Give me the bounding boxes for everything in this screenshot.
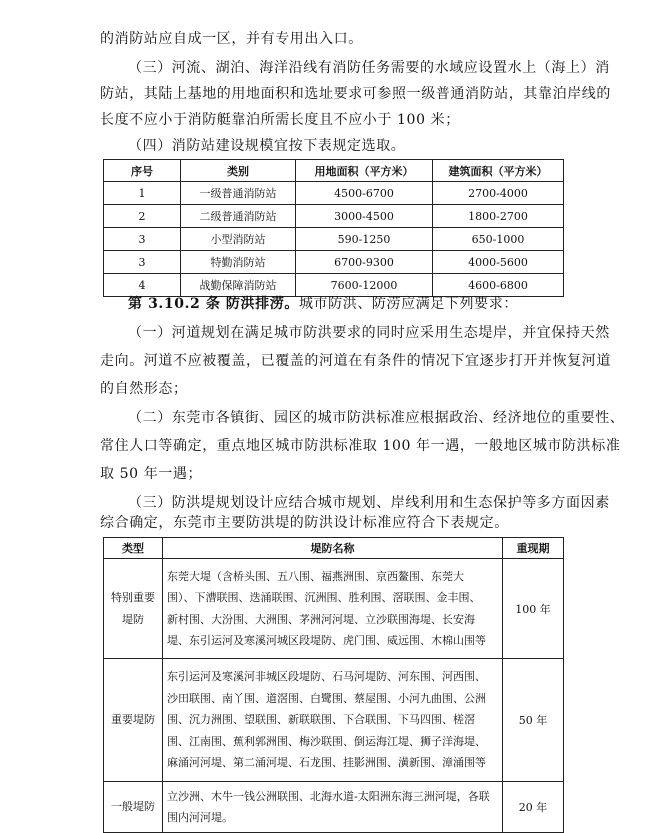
table-cell: 590-1250 — [296, 228, 433, 251]
table-cell: 6700-9300 — [296, 251, 433, 274]
table-row — [104, 559, 564, 659]
levee-names-line: 围、江南围、蕉利郭洲围、梅沙联围、倒运海江堤、狮子洋海堤、 — [167, 734, 486, 748]
table-row — [104, 228, 564, 251]
levee-names-line: 新村围、大汾围、大洲围、茅洲河河堤、立沙联围海堤、长安海 — [167, 612, 475, 626]
table-cell: 1 — [104, 182, 181, 205]
levee-type-cell: 重要堤防 — [104, 659, 163, 782]
column-header: 序号 — [104, 160, 181, 182]
column-header: 重现期 — [503, 538, 564, 559]
article-line — [128, 291, 598, 317]
return-period-cell: 50 年 — [503, 659, 564, 782]
table-cell: 1800-2700 — [433, 205, 564, 228]
table-cell: 特勤消防站 — [181, 251, 296, 274]
levee-names-line: 麻涌河河堤、第二涌河堤、石龙围、挂影洲围、潢新围、漳涌围等 — [167, 756, 486, 770]
levee-names-line: 东引运河及寒溪河非城区段堤防、石马河堤防、河东围、河西围、 — [167, 670, 486, 684]
column-header: 建筑面积（平方米） — [433, 160, 564, 182]
levee-names-line: 围内河河堤。 — [167, 811, 233, 824]
table-cell: 3 — [104, 251, 181, 274]
table-row — [104, 251, 564, 274]
column-header: 类别 — [181, 160, 296, 182]
table-cell: 4600-6800 — [433, 274, 564, 297]
table-cell: 小型消防站 — [181, 228, 296, 251]
paragraph-line: 的消防站应自成一区，并有专用出入口。 — [100, 31, 363, 47]
column-header: 用地面积（平方米） — [296, 160, 433, 182]
paragraph-line: 的自然形态； — [100, 381, 188, 397]
table-cell: 4500-6700 — [296, 182, 433, 205]
table-cell: 4 — [104, 274, 181, 297]
article-text: 城市防洪、防涝应满足下列要求： — [298, 296, 518, 312]
paragraph-line: （四）消防站建设规模宜按下表规定选取。 — [128, 138, 406, 154]
return-period-cell: 20 年 — [503, 782, 564, 833]
levee-names-line: 堤、东引运河及寒溪河城区段堤防、虎门围、威远围、木棉山围等 — [167, 634, 486, 647]
levee-standard-table — [103, 537, 564, 833]
table-cell: 650-1000 — [433, 228, 564, 251]
column-header: 类型 — [104, 538, 163, 559]
table-header-row — [104, 160, 564, 182]
levee-names-cell — [163, 659, 503, 782]
paragraph-line: 走向。河道不应被覆盖，已覆盖的河道在有条件的情况下宜逐步打开并恢复河道 — [100, 353, 611, 369]
article-heading: 第 3.10.2 条 防洪排涝。 — [128, 296, 299, 312]
paragraph-line: 取 50 年一遇； — [100, 466, 203, 482]
table-row — [104, 205, 564, 228]
column-header: 堤防名称 — [163, 538, 503, 559]
levee-type-label: 特别重要 — [111, 590, 155, 604]
return-period-cell: 100 年 — [503, 559, 564, 659]
table-cell: 4000-5600 — [433, 251, 564, 274]
levee-names-line: 围、沉力洲围、望联围、新联联围、下合联围、下马四围、槎滘 — [167, 713, 475, 727]
table-cell: 3000-4500 — [296, 205, 433, 228]
table-cell: 2 — [104, 205, 181, 228]
levee-names-line: 东莞大堤（含桥头围、五八围、福燕洲围、京西鳌围、东莞大 — [167, 569, 464, 583]
paragraph-line: 防站，其陆上基地的用地面积和选址要求可参照一级普通消防站，其靠泊岸线的 — [100, 86, 611, 102]
levee-names-line: 沙田联围、南丫围、道滘围、白鹭围、蔡屋围、小河九曲围、公洲 — [167, 691, 486, 705]
levee-names-line: 围）、下漕联围、迭涌联围、沉洲围、胜利围、滘联围、金丰围、 — [167, 591, 481, 604]
levee-type-cell: 一般堤防 — [104, 782, 163, 833]
fire-station-table — [103, 159, 564, 297]
table-header-row — [104, 538, 564, 559]
table-cell: 战勤保障消防站 — [181, 274, 296, 297]
levee-names-cell — [163, 782, 503, 833]
table-row — [104, 782, 564, 833]
paragraph-line: （一）河道规划在满足城市防洪要求的同时应采用生态堤岸，并宜保持天然 — [128, 325, 610, 341]
table-cell: 7600-12000 — [296, 274, 433, 297]
paragraph-line: （三）防洪堤规划设计应结合城市规划、岸线利用和生态保护等多方面因素 — [128, 495, 610, 511]
levee-names-cell — [163, 559, 503, 659]
levee-type-label: 堤防 — [122, 612, 144, 626]
levee-type-cell — [104, 559, 163, 659]
table-cell: 2700-4000 — [433, 182, 564, 205]
paragraph-line: （二）东莞市各镇街、园区的城市防洪标准应根据政治、经济地位的重要性、 — [128, 410, 625, 426]
table-row — [104, 182, 564, 205]
levee-names-line: 立沙洲、木牛一钱公洲联围、北海水道-太阳洲东海三洲河堤，各联 — [167, 789, 490, 803]
paragraph-line: 常住人口等确定，重点地区城市防洪标准取 100 年一遇，一般地区城市防洪标准 — [100, 438, 621, 454]
paragraph-line: 综合确定，东莞市主要防洪堤的防洪设计标准应符合下表规定。 — [100, 515, 509, 531]
paragraph-line: 长度不应小于消防艇靠泊所需长度且不应小于 100 米； — [100, 112, 460, 128]
paragraph-line: （三）河流、湖泊、海洋沿线有消防任务需要的水域应设置水上（海上）消 — [128, 60, 610, 76]
table-cell: 二级普通消防站 — [181, 205, 296, 228]
table-cell: 3 — [104, 228, 181, 251]
table-row — [104, 659, 564, 782]
table-cell: 一级普通消防站 — [181, 182, 296, 205]
